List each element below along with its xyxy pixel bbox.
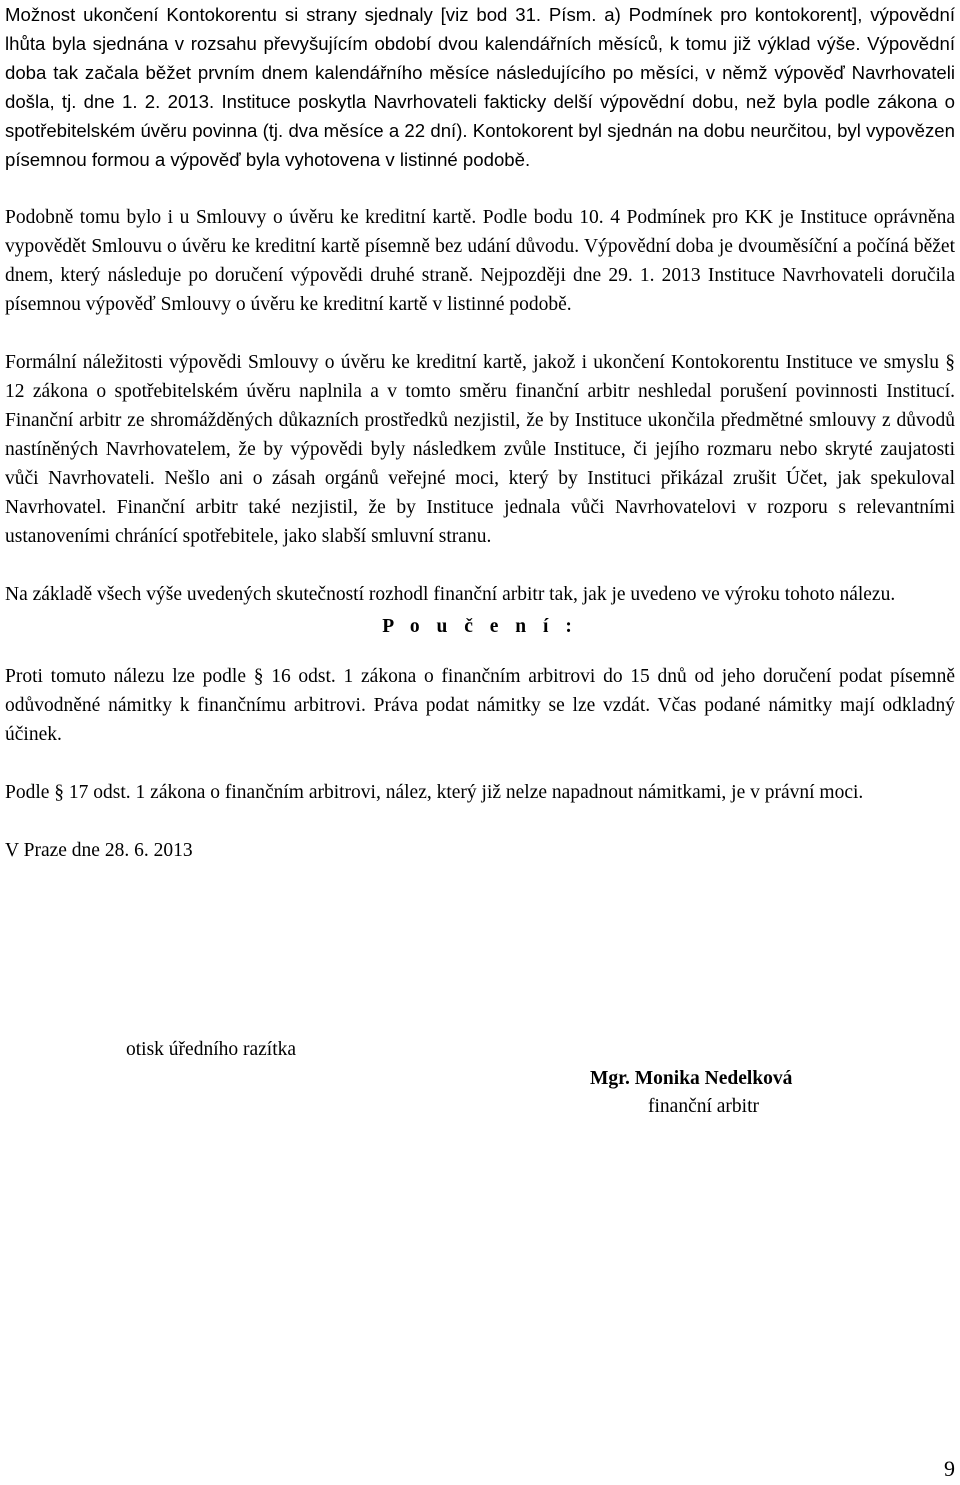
paragraph-legal-force: Podle § 17 odst. 1 zákona o finančním arbitrovi, nález, který již nelze napadnout námitkami, je v právní moci.: [5, 782, 864, 803]
paragraph-decision: Na základě všech výše uvedených skutečností rozhodl finanční arbitr tak, jak je uvedeno ve výroku tohoto nálezu.: [5, 584, 896, 605]
paragraph-credit-card-loan: Podobně tomu bylo i u Smlouvy o úvěru ke kreditní kartě. Podle bodu 10. 4 Podmínek pro KK je Instituce oprávněna vypovědět Smlouvu o úvěru ke kreditní kartě písemně bez udání důvodu. Výpovědní doba je dvouměsíční a počíná běžet dnem, který následuje po doručení výpovědi druhé straně. Nejpozději dne 29. 1. 2013 Instituce Navrhovateli doručila písemnou výpověď Smlouvy o úvěru ke kreditní kartě v listinné podobě.: [5, 207, 955, 315]
spacer: [5, 174, 955, 203]
signer-name: Mgr. Monika Nedelková: [590, 1068, 793, 1089]
paragraph-objection: Proti tomuto nálezu lze podle § 16 odst. 1 zákona o finančním arbitrovi do 15 dnů od jeho doručení podat písemně odůvodněné námitky k finančnímu arbitrovi. Práva podat námitky se lze vzdát. Včas podané námitky mají odkladný účinek.: [5, 666, 955, 745]
spacer: [5, 319, 955, 348]
spacer: [5, 749, 955, 778]
official-stamp-note: otisk úředního razítka: [126, 1039, 297, 1060]
paragraph-termination-overdraft: Možnost ukončení Kontokorentu si strany sjednaly [viz bod 31. Písm. a) Podmínek pro kontokorent], výpovědní lhůta byla sjednána v rozsahu převyšujícím období dvou kalendářních měsíců, k tomu již výklad výše. Výpovědní doba tak začala běžet prvním dnem kalendářního měsíce následujícího po měsíci, v němž výpověď Navrhovateli došla, tj. dne 1. 2. 2013. Instituce poskytla Navrhovateli fakticky delší výpovědní dobu, než byla podle zákona o spotřebitelském úvěru povinna (tj. dva měsíce a 22 dní). Kontokorent byl sjednán na dobu neurčitou, byl vypovězen písemnou formou a výpověď byla vyhotovena v listinné podobě.: [5, 4, 955, 170]
place-and-date: V Praze dne 28. 6. 2013: [5, 840, 193, 861]
spacer: [5, 644, 955, 662]
spacer: [5, 551, 955, 580]
spacer: [5, 807, 955, 836]
page-number: 9: [944, 1456, 955, 1481]
instruction-heading: P o u č e n í :: [382, 616, 578, 637]
signer-role: finanční arbitr: [648, 1096, 759, 1117]
document-page: [5, 0, 955, 865]
paragraph-formal-requirements: Formální náležitosti výpovědi Smlouvy o úvěru ke kreditní kartě, jakož i ukončení Kontokorentu Instituce ve smyslu § 12 zákona o spotřebitelském úvěru naplnila a v tomto směru finanční arbitr neshledal porušení povinnosti Institucí. Finanční arbitr ze shromážděných důkazních prostředků nezjistil, že by Instituce ukončila předmětné smlouvy z důvodů nastíněných Navrhovatelem, že by výpovědi byly následkem zvůle Instituce, či jejího rozmaru nebo skryté zaujatosti vůči Navrhovateli. Nešlo ani o zásah orgánů veřejné moci, který by Instituci přikázal zrušit Účet, jak spekuloval Navrhovatel. Finanční arbitr také nezjistil, že by Instituce jednala vůči Navrhovatelovi v rozporu s relevantními ustanoveními chránící spotřebitele, jako slabší smluvní stranu.: [5, 352, 955, 547]
